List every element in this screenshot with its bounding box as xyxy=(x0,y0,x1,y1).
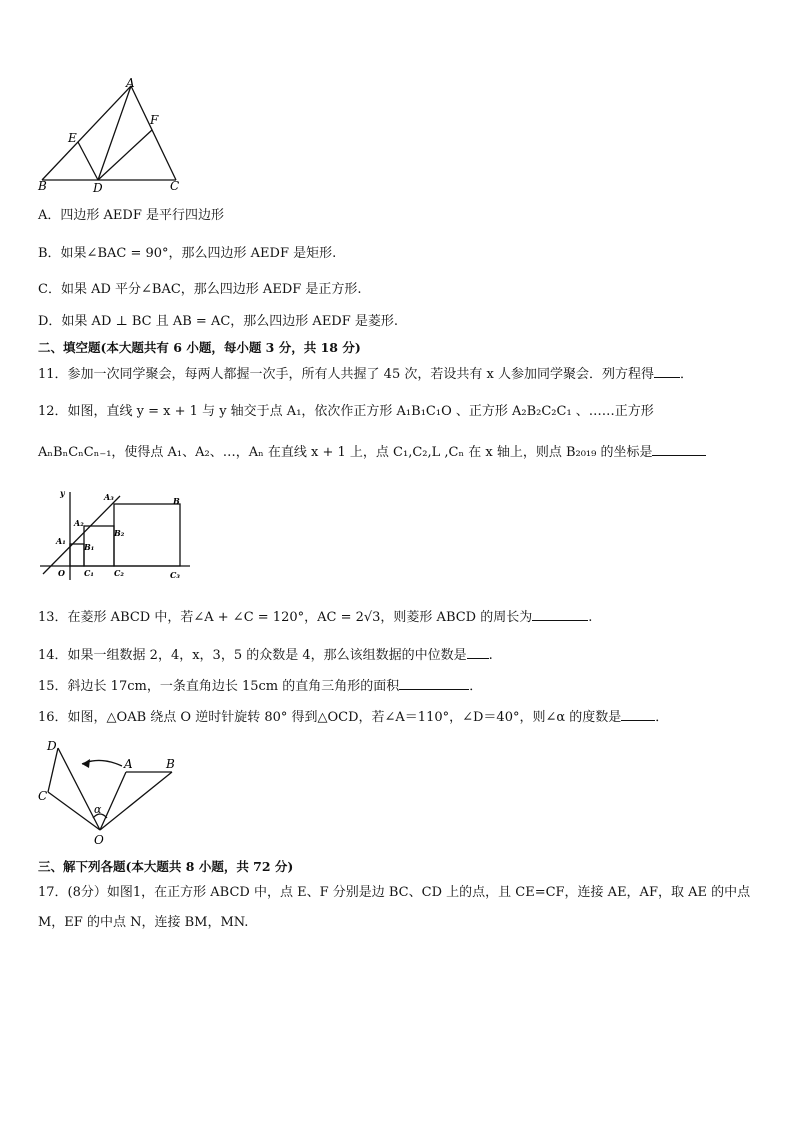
answer-blank-16[interactable] xyxy=(621,708,655,721)
label-F: F xyxy=(150,113,159,127)
label-c2: C₂ xyxy=(114,568,124,578)
label-E: E xyxy=(68,131,77,145)
question-12-text: AₙBₙCₙCₙ₋₁，使得点 A₁、A₂、…，Aₙ 在直线 x + 1 上，点 C₁,C₂,L ,Cₙ 在 x 轴上，则点 B₂₀₁₉ 的坐标是 xyxy=(38,445,653,460)
label-a2: A₂ xyxy=(74,518,84,528)
question-15-text: 15．斜边长 17cm，一条直角边长 15cm 的直角三角形的面积 xyxy=(38,679,400,694)
question-14-text: 14．如果一组数据 2，4，x，3，5 的众数是 4，那么该组数据的中位数是 xyxy=(38,648,467,663)
label-A: A xyxy=(126,76,135,90)
question-17-line-1: 17．(8分）如图1，在正方形 ABCD 中，点 E、F 分别是边 BC、CD 上的点，且 CE=CF，连接 AE，AF，取 AE 的中点 xyxy=(38,885,751,900)
label-b: B xyxy=(173,496,180,506)
option-b: B．如果∠BAC = 90°，那么四边形 AEDF 是矩形. xyxy=(38,246,337,261)
option-c: C．如果 AD 平分∠BAC，那么四边形 AEDF 是正方形. xyxy=(38,282,362,297)
label-c3: C₃ xyxy=(170,570,180,580)
question-11: 11．参加一次同学聚会，每两人都握一次手，所有人共握了 45 次，若设共有 x 人参加同学聚会．列方程得 ． xyxy=(38,367,693,382)
label-B: B xyxy=(38,179,47,193)
question-14: 14．如果一组数据 2，4，x，3，5 的众数是 4，那么该组数据的中位数是 . xyxy=(38,648,493,663)
answer-blank-14[interactable] xyxy=(467,646,489,659)
option-d: D．如果 AD ⊥ BC 且 AB = AC，那么四边形 AEDF 是菱形. xyxy=(38,314,399,329)
label-b1: B₁ xyxy=(84,542,95,552)
label-c1: C₁ xyxy=(84,568,94,578)
label-D: D xyxy=(93,181,103,195)
section-2-heading: 二、填空题(本大题共有 6 小题，每小题 3 分，共 18 分) xyxy=(38,340,361,355)
section-3-heading: 三、解下列各题(本大题共 8 小题，共 72 分) xyxy=(38,859,294,874)
answer-blank-13[interactable] xyxy=(532,608,588,621)
label-a3: A₃ xyxy=(104,492,114,502)
question-16-text: 16．如图，△OAB 绕点 O 逆时针旋转 80° 得到△OCD，若∠A＝110°，∠D＝40°，则∠α 的度数是 xyxy=(38,710,622,725)
option-a: A．四边形 AEDF 是平行四边形 xyxy=(38,208,224,223)
label-D: D xyxy=(47,739,57,753)
question-11-text: 11．参加一次同学聚会，每两人都握一次手，所有人共握了 45 次，若设共有 x 人参加同学聚会．列方程得 xyxy=(38,367,654,382)
question-12-line-1: 12．如图，直线 y = x + 1 与 y 轴交于点 A₁，依次作正方形 A₁B₁C₁O 、正方形 A₂B₂C₂C₁ 、……正方形 xyxy=(38,404,654,419)
label-a1: A₁ xyxy=(56,536,66,546)
label-b2: B₂ xyxy=(114,528,125,538)
question-12-line-2 xyxy=(38,443,706,462)
triangle-figure xyxy=(36,76,186,196)
answer-blank-15[interactable] xyxy=(399,677,469,690)
label-A: A xyxy=(124,757,133,771)
label-alpha: α xyxy=(94,803,102,816)
question-15: 15．斜边长 17cm，一条直角边长 15cm 的直角三角形的面积 ． xyxy=(38,679,483,694)
answer-blank-12[interactable] xyxy=(652,443,706,456)
label-O: O xyxy=(94,833,104,847)
question-17-line-2: M，EF 的中点 N，连接 BM，MN. xyxy=(38,915,249,930)
label-C: C xyxy=(170,179,180,193)
label-y: y xyxy=(60,488,65,498)
label-B: B xyxy=(166,757,175,771)
rotation-figure xyxy=(38,738,178,848)
squares-figure xyxy=(40,488,190,580)
label-o: O xyxy=(58,568,65,578)
label-C: C xyxy=(38,789,48,803)
question-13-text: 13．在菱形 ABCD 中，若∠A + ∠C = 120°，AC = 2√3，则菱形 ABCD 的周长为 xyxy=(38,610,533,625)
question-16: 16．如图，△OAB 绕点 O 逆时针旋转 80° 得到△OCD，若∠A＝110°，∠D＝40°，则∠α 的度数是 ． xyxy=(38,710,669,725)
answer-blank-11[interactable] xyxy=(654,365,680,378)
question-13: 13．在菱形 ABCD 中，若∠A + ∠C = 120°，AC = 2√3，则菱形 ABCD 的周长为 . xyxy=(38,610,593,625)
